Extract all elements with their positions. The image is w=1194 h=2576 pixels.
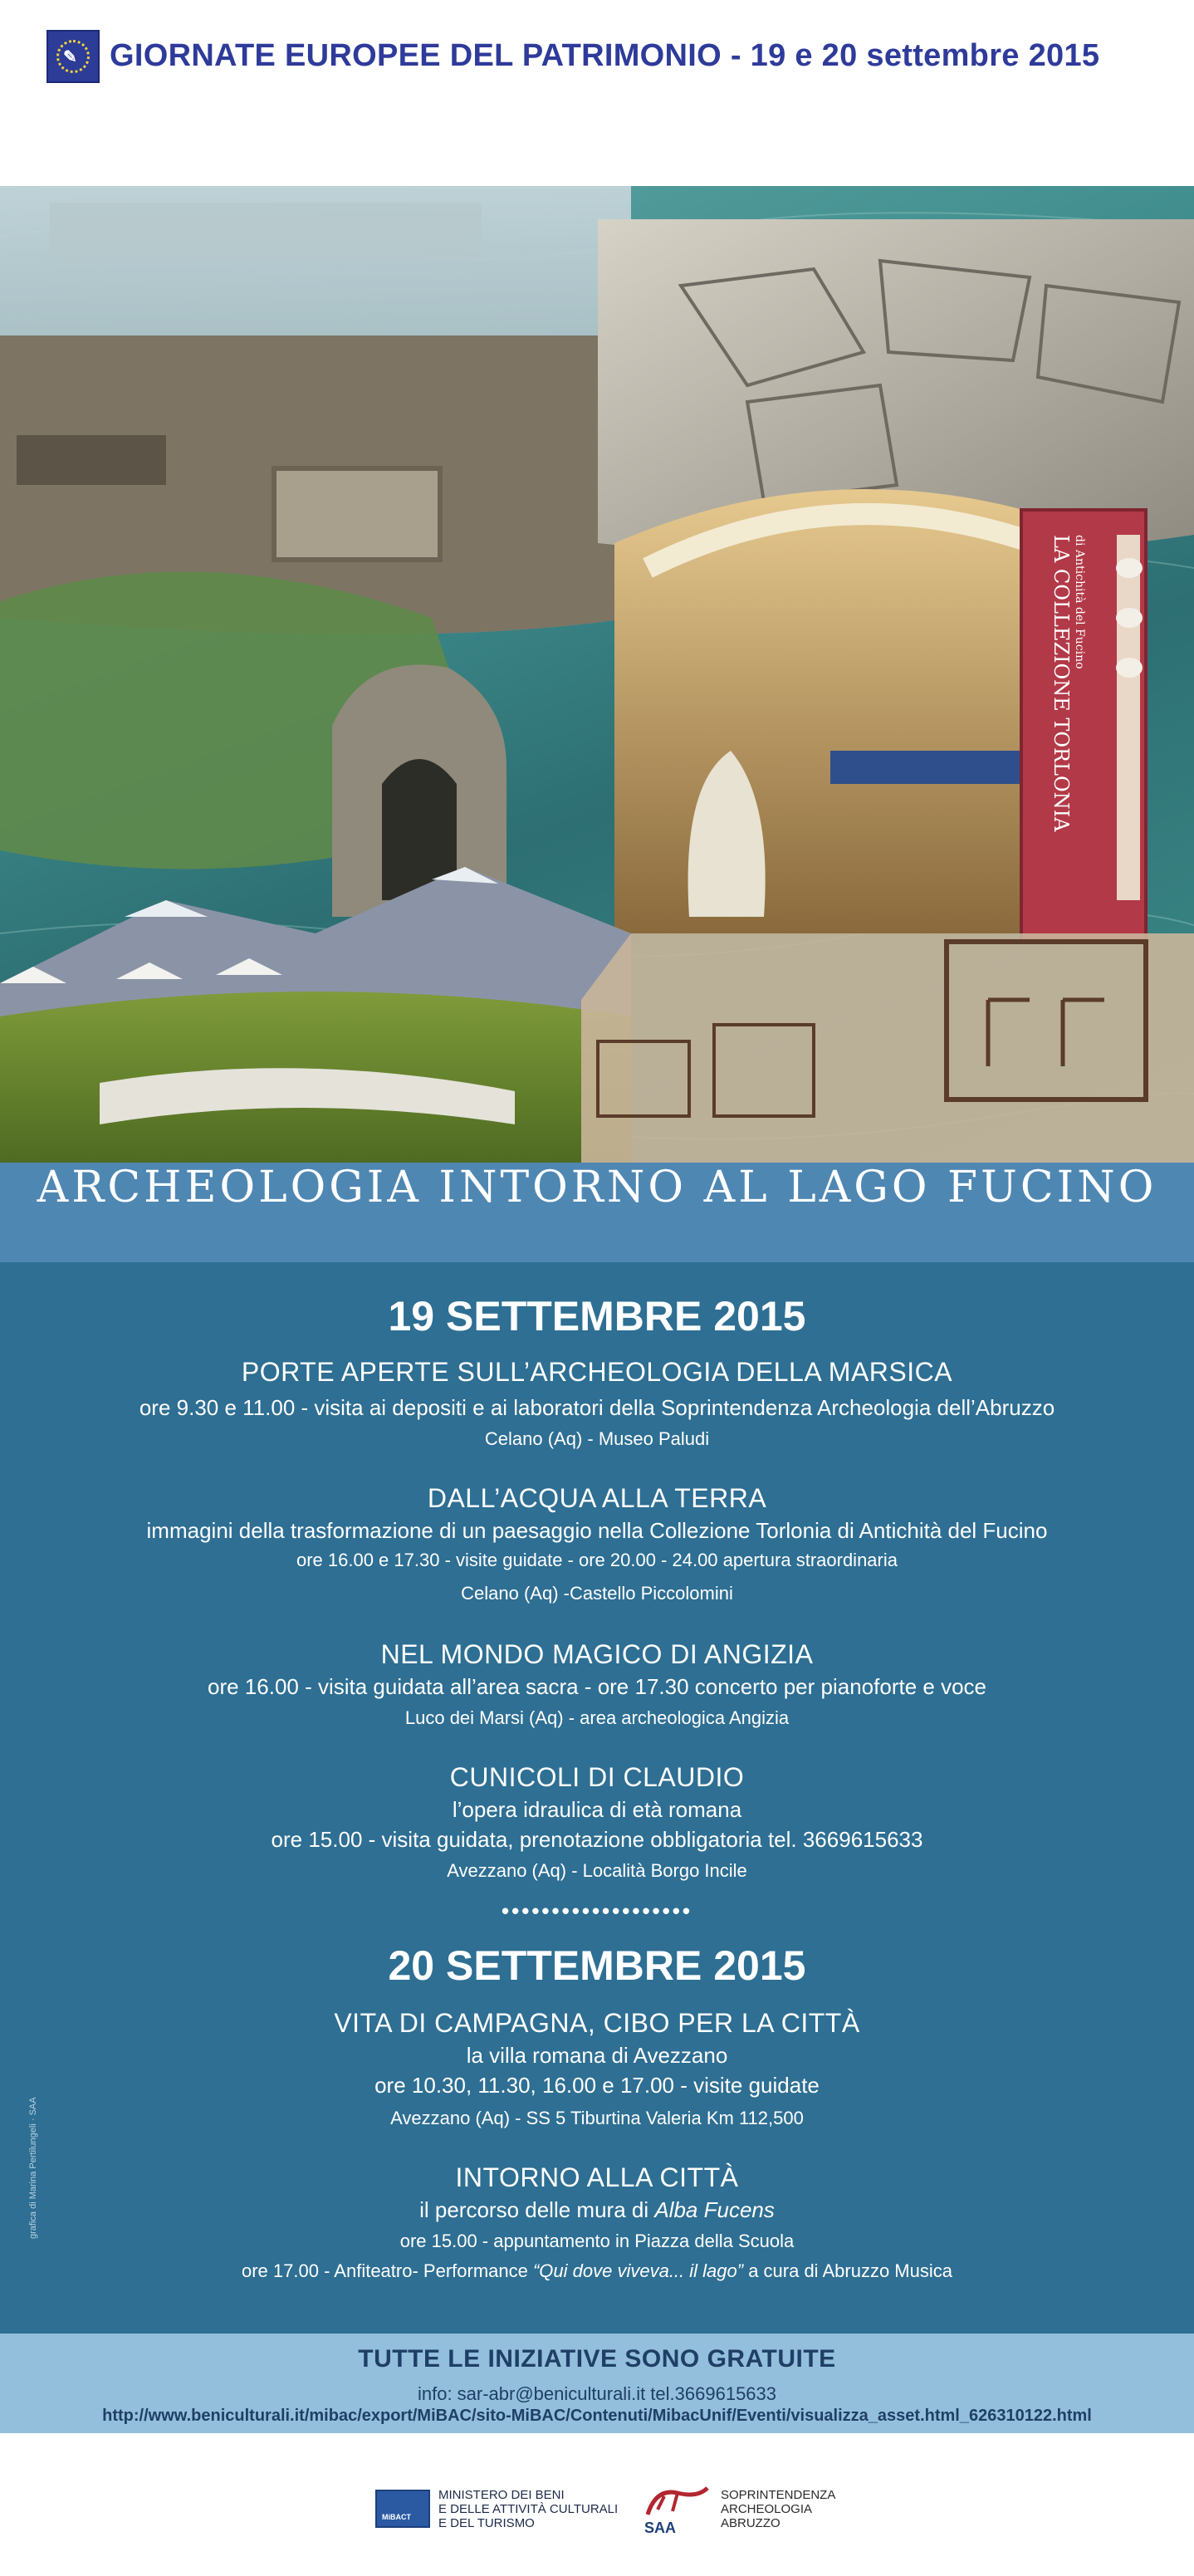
event3-place: Luco dei Marsi (Aq) - area archeologica Angizia <box>404 1707 790 1728</box>
event4-place: Avezzano (Aq) - Località Borgo Incile <box>447 1860 747 1881</box>
event-url-link[interactable]: http://www.beniculturali.it/mibac/export/MiBAC/sito-MiBAC/Contenuti/MibacUnif/Eventi/visualizza_asset.html_626310122.html <box>102 2407 1092 2425</box>
page-title: GIORNATE EUROPEE DEL PATRIMONIO - 19 e 20 settembre 2015 <box>110 38 1100 73</box>
saa-logo-icon <box>639 2481 716 2536</box>
footer-logos <box>0 2433 1194 2576</box>
event5-line: ore 10.30, 11.30, 16.00 e 17.00 - visite guidate <box>374 2073 820 2098</box>
event4-line: l’opera idraulica di età romana <box>452 1797 742 1822</box>
event6-line3-suffix: a cura di Abruzzo Musica <box>743 2260 952 2281</box>
event4-line: ore 15.00 - visita guidata, prenotazione obbligatoria tel. 3669615633 <box>271 1827 923 1852</box>
event6-line3 <box>0 2260 1194 2282</box>
photo-collage <box>0 186 1194 1163</box>
event2-line: ore 16.00 e 17.30 - visite guidate - ore 20.00 - 24.00 apertura straordinaria <box>296 1550 898 1570</box>
ministry-name-line: E DEL TURISMO <box>438 2516 535 2530</box>
event5-place: Avezzano (Aq) - SS 5 Tiburtina Valeria Km 112,500 <box>390 2108 804 2128</box>
event1-place: Celano (Aq) - Museo Paludi <box>484 1428 710 1449</box>
event1-title: PORTE APERTE SULL’ARCHEOLOGIA DELLA MARSICA <box>241 1357 953 1387</box>
event1-line: ore 9.30 e 11.00 - visita ai depositi e ai laboratori della Soprintendenza Archeologia dell’Abruzzo <box>139 1395 1055 1420</box>
soprintendenza-name <box>721 2488 835 2530</box>
event6-line3-italic: “Qui dove viveva... il lago” <box>532 2260 744 2281</box>
day2-date: 20 SETTEMBRE 2015 <box>388 1942 806 1989</box>
event2-place: Celano (Aq) -Castello Piccolomini <box>461 1583 733 1604</box>
title-band <box>0 1163 1194 1262</box>
event3-line: ore 16.00 - visita guidata all’area sacra - ore 17.30 concerto per pianoforte e voce <box>208 1674 986 1699</box>
ministry-name-line: E DELLE ATTIVITÀ CULTURALI <box>438 2502 619 2516</box>
info-band <box>0 2334 1194 2433</box>
collezione-torlonia-banner <box>1021 510 1146 942</box>
mibact-logo-text: MiBACT <box>382 2513 411 2521</box>
event6-line <box>0 2197 1194 2223</box>
logo-mark: ✎ <box>63 47 77 66</box>
graphic-credit: grafica di Marina Pertilungeli · SAA <box>28 2097 38 2239</box>
event5-line: la villa romana di Avezzano <box>466 2043 728 2068</box>
day1-date: 19 SETTEMBRE 2015 <box>388 1293 806 1339</box>
soprintendenza-name-line: SOPRINTENDENZA <box>721 2488 836 2502</box>
banner-title: ARCHEOLOGIA INTORNO AL LAGO FUCINO <box>37 1163 1157 1212</box>
event4-title: CUNICOLI DI CLAUDIO <box>449 1762 745 1792</box>
collage-illustration <box>0 186 1194 1163</box>
event2-title: DALL’ACQUA ALLA TERRA <box>427 1483 767 1513</box>
event6-title: INTORNO ALLA CITTÀ <box>455 2162 739 2192</box>
ministry-name <box>438 2488 618 2530</box>
section-separator: ••••••••••••••••••• <box>502 1898 692 1923</box>
event2-line: immagini della trasformazione di un paesaggio nella Collezione Torlonia di Antichità del Fucino <box>146 1518 1048 1543</box>
page-header <box>0 0 1194 186</box>
banner-sign-title: LA COLLEZIONE TORLONIA <box>1050 535 1073 832</box>
contact-info: info: sar-abr@beniculturali.it tel.3669615633 <box>417 2383 777 2404</box>
soprintendenza-name-line: ARCHEOLOGIA <box>721 2502 813 2516</box>
event6-line1-italic: Alba Fucens <box>654 2197 775 2222</box>
soprintendenza-name-line: ABRUZZO <box>721 2516 781 2530</box>
event6-line3-text: ore 17.00 - Anfiteatro- Performance <box>242 2260 533 2281</box>
council-of-europe-logo-icon <box>46 30 100 83</box>
ministry-name-line: MINISTERO DEI BENI <box>438 2488 565 2502</box>
ruined-arch-photo <box>0 571 506 917</box>
banner-sign-subtitle: di Antichità del Fucino <box>1073 535 1086 669</box>
excavation-site-photo <box>0 186 631 634</box>
saa-logo-text: SAA <box>644 2520 677 2536</box>
mibact-logo-icon <box>375 2490 430 2528</box>
event5-title: VITA DI CAMPAGNA, CIBO PER LA CITTÀ <box>334 2008 860 2038</box>
event6-line1-text: il percorso delle mura di <box>419 2197 655 2222</box>
free-initiatives-note: TUTTE LE INIZIATIVE SONO GRATUITE <box>358 2345 836 2373</box>
event3-title: NEL MONDO MAGICO DI ANGIZIA <box>380 1639 814 1669</box>
event6-line2: ore 15.00 - appuntamento in Piazza della Scuola <box>399 2231 795 2251</box>
archaeological-plan-drawing <box>581 933 1194 1163</box>
